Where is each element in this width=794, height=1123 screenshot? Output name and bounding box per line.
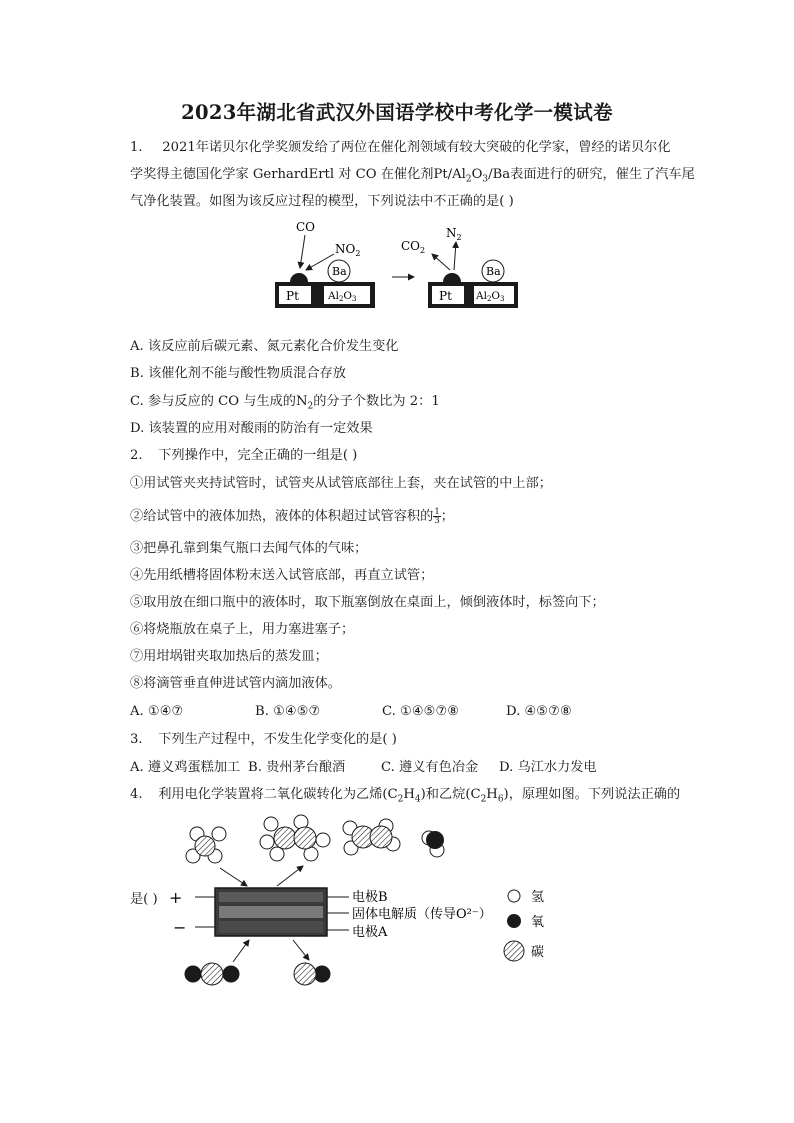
q3-option-b: B. 贵州茅台酿酒: [248, 760, 346, 775]
q2-options: [130, 703, 690, 721]
q1-left-ba-label: Ba: [332, 265, 347, 278]
q1-co-label: CO: [296, 220, 316, 234]
q1-right-pt-label: Pt: [439, 289, 452, 303]
q4-legend-oxygen-icon: [507, 914, 521, 928]
q1-text-line1: 2021年诺贝尔化学奖颁发给了两位在催化剂领域有较大突破的化学家，曾经的诺贝尔化: [162, 140, 671, 155]
q2-number: 2.: [130, 448, 143, 463]
q1-number: 1.: [130, 140, 143, 155]
q4-molecule-bottom-co2: [185, 963, 239, 985]
q4-electrode-a-layer: [219, 921, 323, 933]
q2-option-b: B. ①④⑤⑦: [255, 704, 321, 719]
q3-option-a: A. 遵义鸡蛋糕加工: [130, 760, 241, 775]
q4-arrow-out-top: [277, 866, 303, 886]
q3-stem: 3. 下列生产过程中，不发生化学变化的是( ): [130, 732, 397, 747]
q4-number: 4.: [130, 787, 143, 802]
q4-stem-end: 是( ): [130, 892, 158, 907]
q2-statement-7: ⑦用坩埚钳夹取加热后的蒸发皿；: [130, 649, 328, 664]
q4-molecule-top-2: [260, 815, 330, 861]
q1-co2-label: $CO_2$: [401, 239, 426, 255]
q1-right-ba-label: Ba: [486, 265, 501, 278]
q4-stem: 4. 利用电化学装置将二氧化碳转化为乙烯$(C_2H_4)$和乙烷$(C_2H_6)$，原理如图。下列说法正确的: [130, 787, 681, 805]
q2-statement-1: ①用试管夹夹持试管时，试管夹从试管底部往上套，夹在试管的中上部；: [130, 476, 552, 491]
q3-number: 3.: [130, 732, 143, 747]
q1-right-al2o3-label: Al2O3: [476, 290, 505, 303]
q4-electrode-b-label: 电极B: [352, 890, 388, 905]
q2-statement-6: ⑥将烧瓶放在桌子上，用力塞进塞子；: [130, 622, 355, 637]
q1-co2-arrow: [432, 254, 450, 270]
q4-electrochem-figure: [165, 810, 565, 995]
q4-electrolyte-label: 固体电解质（传导O²⁻）: [352, 907, 492, 922]
q1-left-adsorbed-atom: [290, 273, 308, 282]
q4-electrolyte-layer: [219, 906, 323, 918]
q1-line-1: [130, 139, 671, 157]
q4-molecule-top-4: [422, 831, 444, 857]
q1-option-b: B. 该催化剂不能与酸性物质混合存放: [130, 366, 346, 381]
q4-molecule-bottom-co: [294, 963, 330, 985]
q4-molecule-top-1: [186, 827, 226, 863]
q2-statement-5: ⑤取用放在细口瓶中的液体时，取下瓶塞倒放在桌面上，倾倒液体时，标签向下；: [130, 595, 605, 610]
q4-legend-hydrogen-icon: [508, 890, 520, 902]
q2-statement-3: ③把鼻孔靠到集气瓶口去闻气体的气味；: [130, 541, 368, 556]
q2-option-d: D. ④⑤⑦⑧: [506, 704, 572, 719]
q4-legend-carbon-label: 碳: [531, 945, 545, 960]
q4-arrow-in-bottom: [233, 940, 249, 962]
q2-option-c: C. ①④⑤⑦⑧: [382, 704, 460, 719]
q4-legend-carbon-icon: [504, 941, 524, 961]
q4-arrow-out-bottom: [293, 940, 309, 960]
q1-reaction-model-figure: [268, 218, 528, 318]
q2-stem: 2. 下列操作中，完全正确的一组是( ): [130, 448, 358, 463]
q1-option-a: A. 该反应前后碳元素、氮元素化合价发生变化: [130, 339, 399, 354]
q1-n2-label: $N_2$: [446, 226, 462, 242]
q4-minus-sign: −: [173, 918, 187, 937]
q4-plus-sign: +: [169, 888, 183, 907]
q1-option-c: C. 参与反应的 CO 与生成的$N_2$的分子个数比为 2：1: [130, 394, 440, 412]
q2-statement-8: ⑧将滴管垂直伸进试管内滴加液体。: [130, 676, 341, 691]
q3-options: [130, 759, 690, 777]
q1-left-al2o3-label: Al2O3: [328, 290, 357, 303]
q4-electrode-b-layer: [219, 892, 323, 902]
q1-co-arrow: [300, 235, 305, 268]
q1-left-pt-label: Pt: [286, 289, 299, 303]
q4-arrow-in-top: [220, 868, 247, 886]
q3-option-c: C. 遵义有色冶金: [381, 760, 479, 775]
page-title: 2023年湖北省武汉外国语学校中考化学一模试卷: [181, 101, 613, 124]
q1-catalyst: $Pt/Al_2O_3/Ba$: [433, 167, 511, 185]
q4-legend-oxygen-label: 氧: [531, 915, 545, 930]
q1-text-line2b: 表面进行的研究，催生了汽车尾: [510, 167, 695, 182]
q1-line-2: [130, 166, 695, 184]
q1-text-line2a: 学奖得主德国化学家 GerhardErtl 对 CO 在催化剂: [130, 167, 434, 182]
q1-right-adsorbed-atom: [443, 273, 461, 282]
q1-option-d: D. 该装置的应用对酸雨的防治有一定效果: [130, 421, 373, 436]
q4-electrode-a-label: 电极A: [352, 925, 388, 940]
q1-n2-arrow: [454, 242, 456, 270]
q3-option-d: D. 乌江水力发电: [499, 760, 597, 775]
q1-no2-label: $NO_2$: [335, 242, 361, 258]
q2-fraction: $\frac{1}{3}$: [434, 507, 440, 526]
q4-legend-hydrogen-label: 氢: [531, 890, 545, 905]
q4-molecule-top-3: [343, 819, 400, 855]
q2-option-a: A. ①④⑦: [130, 704, 184, 719]
q2-statement-2: ②给试管中的液体加热，液体的体积超过试管容积的 $\frac{1}{3}$ ；: [130, 507, 454, 526]
q1-line-3: 气净化装置。如图为该反应过程的模型，下列说法中不正确的是( ): [130, 194, 514, 209]
q2-statement-4: ④先用纸槽将固体粉末送入试管底部，再直立试管；: [130, 568, 434, 583]
